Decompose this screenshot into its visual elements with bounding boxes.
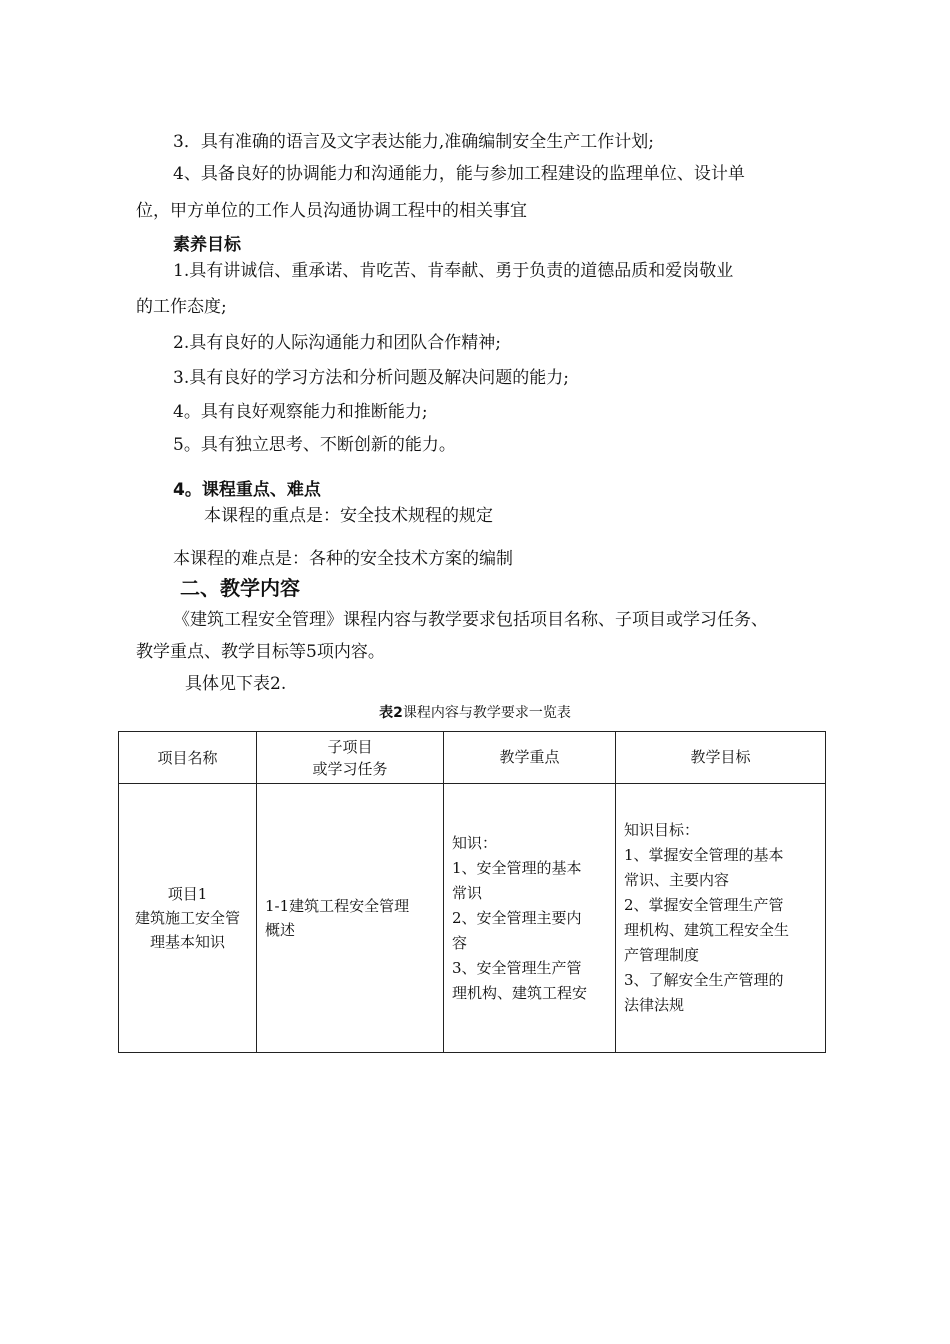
cell-line: 理机构、建筑工程安全生 bbox=[624, 921, 790, 939]
cell-line: 2、安全管理主要内 bbox=[452, 908, 582, 927]
cell-line: 项目1 bbox=[167, 885, 208, 903]
table-caption-number: 表2 bbox=[379, 705, 403, 721]
header-subproject bbox=[257, 732, 444, 784]
literacy-4: 4。具有良好观察能力和推断能力; bbox=[173, 402, 428, 422]
key-points-heading: 4。课程重点、难点 bbox=[173, 480, 321, 500]
cell-line: 1、掌握安全管理的基本 bbox=[624, 846, 784, 864]
section-2-heading: 二、教学内容 bbox=[180, 576, 300, 600]
table-caption bbox=[0, 702, 950, 722]
cell-line: 知识： bbox=[452, 833, 498, 852]
cell-line: 1-1建筑工程安全管理 bbox=[265, 897, 410, 915]
content-intro-line1: 《建筑工程安全管理》课程内容与教学要求包括项目名称、子项目或学习任务、 bbox=[173, 610, 768, 630]
cell-key-points bbox=[444, 784, 616, 1053]
cell-line: 2、掌握安全管理生产管 bbox=[624, 896, 784, 914]
table-caption-title: 课程内容与教学要求一览表 bbox=[402, 705, 571, 721]
cell-subproject bbox=[257, 784, 444, 1053]
literacy-heading: 素养目标 bbox=[173, 235, 241, 255]
ability-4-line1: 4、具备良好的协调能力和沟通能力，能与参加工程建设的监理单位、设计单 bbox=[173, 164, 745, 184]
literacy-2: 2.具有良好的人际沟通能力和团队合作精神; bbox=[173, 333, 501, 353]
cell-line: 知识目标： bbox=[624, 821, 700, 839]
table-row bbox=[119, 784, 826, 1053]
cell-line: 1、安全管理的基本 bbox=[452, 858, 582, 877]
cell-line: 法律法规 bbox=[624, 996, 685, 1014]
cell-line: 概述 bbox=[265, 921, 296, 939]
course-content-table bbox=[118, 731, 826, 1053]
difficult-point-text: 本课程的难点是：各种的安全技术方案的编制 bbox=[173, 549, 513, 569]
content-intro-line2: 教学重点、教学目标等5项内容。 bbox=[136, 642, 385, 662]
table-header-row bbox=[119, 732, 826, 784]
header-key-points: 教学重点 bbox=[444, 732, 616, 784]
cell-line: 容 bbox=[452, 933, 468, 952]
cell-line: 常识 bbox=[452, 883, 483, 902]
literacy-3: 3.具有良好的学习方法和分析问题及解决问题的能力; bbox=[173, 368, 569, 388]
cell-line: 建筑施工安全管 bbox=[134, 909, 240, 927]
cell-line: 产管理制度 bbox=[624, 946, 700, 964]
header-subproject-line2: 或学习任务 bbox=[312, 759, 388, 778]
ability-4-line2: 位，甲方单位的工作人员沟通协调工程中的相关事宜 bbox=[136, 201, 527, 221]
literacy-1-line2: 的工作态度; bbox=[136, 297, 227, 317]
see-table-text: 具体见下表2. bbox=[185, 674, 287, 694]
ability-3: 3．具有准确的语言及文字表达能力,准确编制安全生产工作计划; bbox=[173, 132, 654, 152]
cell-line: 理机构、建筑工程安 bbox=[452, 983, 588, 1002]
cell-line: 3、了解安全生产管理的 bbox=[624, 971, 784, 989]
header-subproject-line1: 子项目 bbox=[327, 737, 373, 756]
cell-line: 3、安全管理生产管 bbox=[452, 958, 582, 977]
key-point-text: 本课程的重点是：安全技术规程的规定 bbox=[204, 506, 493, 526]
literacy-5: 5。具有独立思考、不断创新的能力。 bbox=[173, 435, 456, 455]
header-project-name: 项目名称 bbox=[119, 732, 257, 784]
literacy-1-line1: 1.具有讲诚信、重承诺、肯吃苦、肯奉献、勇于负责的道德品质和爱岗敬业 bbox=[173, 261, 734, 281]
cell-line: 常识、主要内容 bbox=[624, 871, 730, 889]
header-objectives: 教学目标 bbox=[616, 732, 826, 784]
cell-project bbox=[119, 784, 257, 1053]
cell-line: 理基本知识 bbox=[149, 933, 225, 951]
cell-objectives bbox=[616, 784, 826, 1053]
